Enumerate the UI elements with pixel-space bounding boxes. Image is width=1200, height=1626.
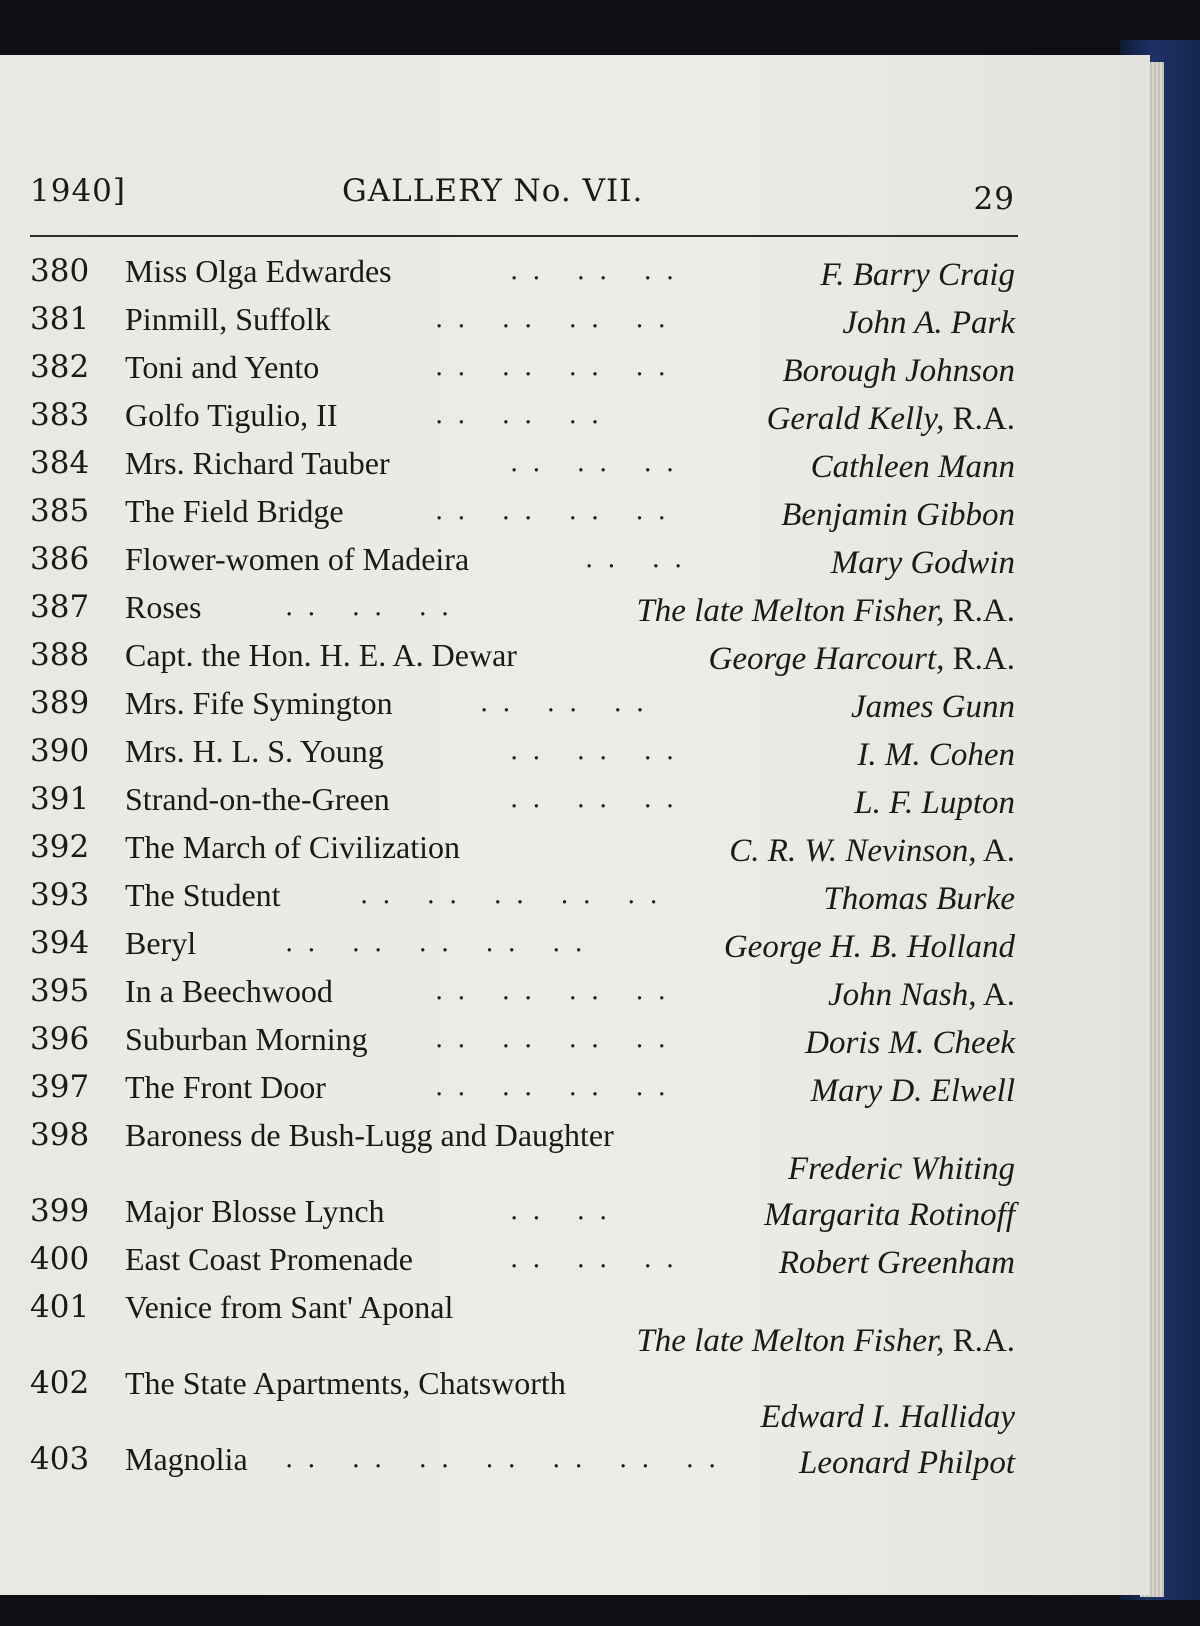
table-row	[30, 295, 1015, 343]
leader-dots: .. .. ..	[510, 736, 689, 766]
entry-number: 393	[30, 877, 90, 913]
artist-honour: R.A.	[944, 1323, 1015, 1359]
entry-artist	[781, 491, 1015, 539]
table-row	[30, 487, 1015, 535]
entry-title: The Front Door	[125, 1069, 326, 1105]
artist-honour: A.	[976, 833, 1015, 869]
entry-title: Mrs. Richard Tauber	[125, 445, 390, 481]
artist-name: Benjamin Gibbon	[781, 497, 1015, 533]
leader-dots: .. .. .. ..	[435, 1024, 680, 1054]
entry-title: Toni and Yento	[125, 349, 320, 385]
table-row	[30, 391, 1015, 439]
entry-artist	[767, 395, 1015, 443]
entry-number: 387	[30, 589, 90, 625]
entry-artist	[854, 779, 1015, 827]
leader-dots: .. ..	[510, 1196, 622, 1226]
entry-number: 391	[30, 781, 90, 817]
table-row	[30, 535, 1015, 583]
entry-number: 401	[30, 1289, 90, 1325]
table-row	[30, 439, 1015, 487]
artist-name: Borough Johnson	[782, 353, 1015, 389]
leader-dots: .. .. .. .. .. .. ..	[285, 1444, 731, 1474]
leader-dots: .. .. .. ..	[435, 352, 680, 382]
entry-number: 400	[30, 1241, 90, 1277]
entry-number: 388	[30, 637, 90, 673]
entry-title: Roses	[125, 589, 202, 625]
entry-number: 402	[30, 1365, 90, 1401]
artist-name: Doris M. Cheek	[805, 1025, 1015, 1061]
entry-number: 392	[30, 829, 90, 865]
artist-name: James Gunn	[850, 689, 1015, 725]
leader-dots: .. .. ..	[510, 448, 689, 478]
entry-title: Mrs. H. L. S. Young	[125, 733, 384, 769]
artist-name: The late Melton Fisher,	[636, 1323, 945, 1359]
entry-title: Baroness de Bush-Lugg and Daughter	[125, 1117, 614, 1153]
entry-artist	[729, 827, 1015, 875]
artist-name: George H. B. Holland	[723, 929, 1015, 965]
artist-name: George Harcourt,	[708, 641, 945, 677]
entry-number: 380	[30, 253, 90, 289]
entry-title: Major Blosse Lynch	[125, 1193, 385, 1229]
leader-dots: .. .. ..	[285, 592, 464, 622]
entries-list	[30, 247, 1015, 1483]
entry-number: 399	[30, 1193, 90, 1229]
entry-number: 384	[30, 445, 90, 481]
leader-dots: .. ..	[585, 544, 697, 574]
entry-title: Golfo Tigulio, II	[125, 397, 338, 433]
leader-dots: .. .. ..	[510, 784, 689, 814]
table-row	[30, 583, 1015, 631]
header-year: 1940]	[30, 173, 126, 209]
entry-title: The Student	[125, 877, 281, 913]
catalogue-page	[0, 55, 1150, 1595]
table-row	[30, 967, 1015, 1015]
entry-artist	[760, 1393, 1015, 1441]
entry-number: 385	[30, 493, 90, 529]
artist-name: Cathleen Mann	[810, 449, 1015, 485]
entry-number: 389	[30, 685, 90, 721]
leader-dots: .. .. ..	[480, 688, 659, 718]
artist-name: John Nash,	[827, 977, 977, 1013]
entry-number: 381	[30, 301, 90, 337]
artist-name: C. R. W. Nevinson,	[729, 833, 977, 869]
entry-number: 403	[30, 1441, 90, 1477]
entry-title: The Field Bridge	[125, 493, 344, 529]
entry-artist	[811, 443, 1015, 491]
entry-artist	[823, 875, 1015, 923]
entry-title: Flower-women of Madeira	[125, 541, 470, 577]
entry-title: The March of Civilization	[125, 829, 461, 865]
entry-title: Suburban Morning	[125, 1021, 368, 1057]
entry-title: Pinmill, Suffolk	[125, 301, 331, 337]
leader-dots: .. .. .. .. ..	[285, 928, 597, 958]
leader-dots: .. .. .. ..	[435, 976, 680, 1006]
table-row	[30, 1359, 1015, 1435]
table-row	[30, 727, 1015, 775]
table-row	[30, 1187, 1015, 1235]
page-header	[30, 173, 1015, 217]
entry-title: In a Beechwood	[125, 973, 333, 1009]
table-row	[30, 1283, 1015, 1359]
entry-number: 397	[30, 1069, 90, 1105]
entry-artist	[851, 683, 1015, 731]
table-row	[30, 823, 1015, 871]
artist-honour: R.A.	[944, 593, 1015, 629]
artist-name: Frederic Whiting	[788, 1151, 1015, 1187]
leader-dots: .. .. ..	[510, 256, 689, 286]
table-row	[30, 679, 1015, 727]
artist-honour: R.A.	[944, 641, 1015, 677]
entry-artist	[636, 1317, 1015, 1365]
entry-number: 396	[30, 1021, 90, 1057]
entry-artist	[857, 731, 1015, 779]
entry-title: Venice from Sant' Aponal	[125, 1289, 454, 1325]
entry-artist	[799, 1439, 1015, 1487]
leader-dots: .. .. ..	[435, 400, 614, 430]
artist-honour: R.A.	[944, 401, 1015, 437]
artist-name: Leonard Philpot	[798, 1445, 1015, 1481]
entry-title: East Coast Promenade	[125, 1241, 413, 1277]
entry-artist	[709, 635, 1015, 683]
leader-dots: .. .. .. ..	[435, 1072, 680, 1102]
artist-honour: A.	[976, 977, 1015, 1013]
entry-title: Strand-on-the-Green	[125, 781, 390, 817]
entry-title: Capt. the Hon. H. E. A. Dewar	[125, 637, 517, 673]
page-number: 29	[973, 181, 1015, 217]
table-row	[30, 343, 1015, 391]
table-row	[30, 1015, 1015, 1063]
table-row	[30, 919, 1015, 967]
entry-title: Beryl	[125, 925, 197, 961]
table-row	[30, 1435, 1015, 1483]
entry-number: 382	[30, 349, 90, 385]
artist-name: F. Barry Craig	[820, 257, 1015, 293]
header-gallery-title: GALLERY No. VII.	[342, 173, 644, 209]
artist-name: Mary Godwin	[830, 545, 1015, 581]
artist-name: The late Melton Fisher,	[636, 593, 945, 629]
artist-name: John A. Park	[842, 305, 1015, 341]
table-row	[30, 631, 1015, 679]
artist-name: Edward I. Halliday	[760, 1399, 1015, 1435]
table-row	[30, 247, 1015, 295]
artist-name: Margarita Rotinoff	[764, 1197, 1015, 1233]
entry-number: 386	[30, 541, 90, 577]
leader-dots: .. .. .. ..	[435, 304, 680, 334]
artist-name: Mary D. Elwell	[810, 1073, 1015, 1109]
header-rule	[30, 235, 1018, 237]
table-row	[30, 1111, 1015, 1187]
entry-title: Mrs. Fife Symington	[125, 685, 393, 721]
artist-name: Thomas Burke	[823, 881, 1015, 917]
entry-title: Magnolia	[125, 1441, 248, 1477]
entry-artist	[782, 347, 1015, 395]
artist-name: I. M. Cohen	[857, 737, 1015, 773]
table-row	[30, 1235, 1015, 1283]
entry-number: 383	[30, 397, 90, 433]
entry-number: 394	[30, 925, 90, 961]
artist-name: L. F. Lupton	[854, 785, 1015, 821]
entry-artist	[842, 299, 1015, 347]
entry-artist	[636, 587, 1015, 635]
artist-name: Robert Greenham	[778, 1245, 1015, 1281]
entry-title: The State Apartments, Chatsworth	[125, 1365, 566, 1401]
artist-name: Gerald Kelly,	[766, 401, 945, 437]
entry-number: 390	[30, 733, 90, 769]
entry-number: 395	[30, 973, 90, 1009]
table-row	[30, 1063, 1015, 1111]
entry-artist	[788, 1145, 1015, 1193]
leader-dots: .. .. .. .. ..	[360, 880, 672, 910]
leader-dots: .. .. .. ..	[435, 496, 680, 526]
entry-artist	[764, 1191, 1015, 1239]
entry-title: Miss Olga Edwardes	[125, 253, 392, 289]
entry-artist	[724, 923, 1015, 971]
entry-artist	[820, 251, 1015, 299]
entry-artist	[828, 971, 1015, 1019]
entry-artist	[779, 1239, 1015, 1287]
entry-number: 398	[30, 1117, 90, 1153]
table-row	[30, 871, 1015, 919]
table-row	[30, 775, 1015, 823]
leader-dots: .. .. ..	[510, 1244, 689, 1274]
entry-artist	[805, 1019, 1015, 1067]
entry-artist	[811, 1067, 1015, 1115]
entry-artist	[831, 539, 1015, 587]
